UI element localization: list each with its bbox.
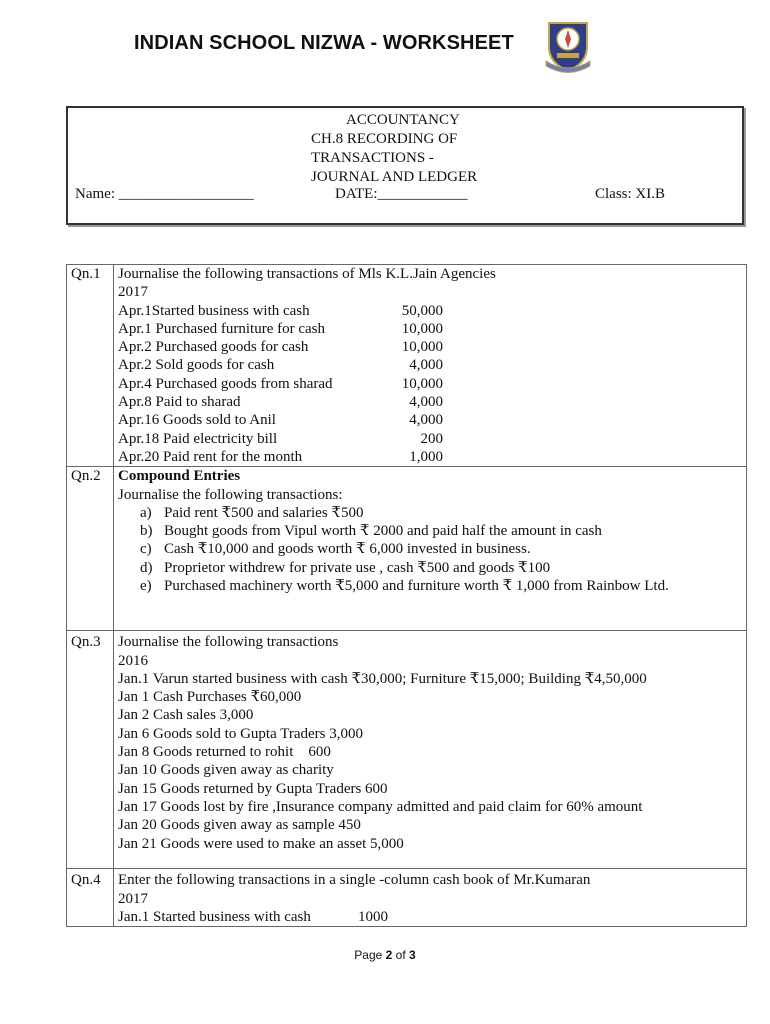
class-label: Class: XI.B <box>595 186 666 202</box>
subject-title: ACCOUNTANCY <box>346 112 460 128</box>
question-number: Qn.1 <box>67 265 114 467</box>
date-field: DATE:____________ <box>335 186 468 202</box>
transaction-amount: 4,000 <box>409 394 443 411</box>
question-row-2 <box>67 467 747 631</box>
question-heading: Compound Entries <box>118 468 241 485</box>
question-year: 2017 <box>118 890 148 907</box>
question-number: Qn.2 <box>67 467 114 631</box>
transaction-text: Apr.1Started business with cash <box>118 302 310 319</box>
list-item-text: Purchased machinery worth ₹5,000 and furniture worth ₹ 1,000 from Rainbow Ltd. <box>164 578 669 595</box>
transaction-line <box>118 375 746 393</box>
list-item <box>118 559 746 577</box>
transaction-amount: 10,000 <box>401 320 443 337</box>
transaction-text: Apr.8 Paid to sharad <box>118 394 241 411</box>
list-item <box>118 540 746 558</box>
question-intro: Journalise the following transactions: <box>118 486 343 503</box>
list-marker: d) <box>140 559 153 576</box>
question-row-4 <box>67 869 747 927</box>
question-number: Qn.4 <box>67 869 114 927</box>
transaction-line: Jan 10 Goods given away as charity <box>118 762 334 779</box>
page-total: 3 <box>409 948 416 962</box>
transaction-line: Jan 20 Goods given away as sample 450 <box>118 817 361 834</box>
list-marker: b) <box>140 523 153 540</box>
list-item <box>118 504 746 522</box>
school-title: INDIAN SCHOOL NIZWA - WORKSHEET <box>134 32 514 54</box>
page-footer <box>0 948 770 962</box>
list-marker: c) <box>140 541 152 558</box>
transaction-line <box>118 320 746 338</box>
chapter-title-line3: JOURNAL AND LEDGER <box>311 169 478 185</box>
transaction-line: Jan 8 Goods returned to rohit 600 <box>118 744 331 761</box>
list-marker: a) <box>140 504 152 521</box>
transaction-line <box>118 302 746 320</box>
question-intro: Journalise the following transactions of Mls K.L.Jain Agencies <box>118 266 496 282</box>
transaction-line <box>118 393 746 411</box>
transaction-amount: 10,000 <box>401 339 443 356</box>
transaction-text: Apr.2 Sold goods for cash <box>118 357 275 374</box>
question-number: Qn.3 <box>67 631 114 869</box>
list-item-text: Cash ₹10,000 and goods worth ₹ 6,000 invested in business. <box>164 541 531 558</box>
transaction-text: Apr.2 Purchased goods for cash <box>118 339 309 356</box>
question-intro: Journalise the following transactions <box>118 634 339 651</box>
worksheet-info-box <box>66 106 744 225</box>
transaction-line: Jan 1 Cash Purchases ₹60,000 <box>118 689 302 706</box>
page-of-label: of <box>395 948 406 962</box>
transaction-amount: 200 <box>420 430 443 447</box>
transaction-line <box>118 338 746 356</box>
transaction-amount: 4,000 <box>409 412 443 429</box>
transaction-amount: 1,000 <box>409 448 443 465</box>
transaction-amount: 4,000 <box>409 357 443 374</box>
list-item-text: Bought goods from Vipul worth ₹ 2000 and paid half the amount in cash <box>164 523 602 540</box>
question-year: 2017 <box>118 284 148 301</box>
questions-table <box>66 264 747 927</box>
transaction-amount: 10,000 <box>401 375 443 392</box>
transaction-line <box>118 356 746 374</box>
school-crest-icon <box>543 17 593 73</box>
question-year: 2016 <box>118 652 148 669</box>
question-row-3 <box>67 631 747 869</box>
list-item-text: Paid rent ₹500 and salaries ₹500 <box>164 504 364 521</box>
question-body <box>114 631 747 869</box>
transaction-line: Jan 6 Goods sold to Gupta Traders 3,000 <box>118 725 364 742</box>
transaction-amount: 1000 <box>358 908 388 925</box>
list-marker: e) <box>140 578 152 595</box>
transaction-line: Jan 17 Goods lost by fire ,Insurance company admitted and paid claim for 60% amount <box>118 798 643 815</box>
transaction-text: Jan.1 Started business with cash <box>118 908 311 925</box>
page-number: 2 <box>385 948 393 962</box>
list-item <box>118 522 746 540</box>
transaction-line: Jan 21 Goods were used to make an asset 5,000 <box>118 835 404 852</box>
question-intro: Enter the following transactions in a single -column cash book of Mr.Kumaran <box>118 872 591 889</box>
list-item <box>118 577 746 595</box>
page-label: Page <box>354 948 383 962</box>
question-row-1 <box>67 265 747 467</box>
question-body <box>114 869 747 927</box>
transaction-line <box>118 908 746 926</box>
transaction-line: Jan 15 Goods returned by Gupta Traders 600 <box>118 780 388 797</box>
list-item-text: Proprietor withdrew for private use , cash ₹500 and goods ₹100 <box>164 559 551 576</box>
transaction-text: Apr.1 Purchased furniture for cash <box>118 320 326 337</box>
transaction-amount: 50,000 <box>401 302 443 319</box>
chapter-title-line2: TRANSACTIONS - <box>311 150 434 166</box>
transaction-text: Apr.18 Paid electricity bill <box>118 430 278 447</box>
transaction-line: Jan 2 Cash sales 3,000 <box>118 707 254 724</box>
transaction-text: Apr.16 Goods sold to Anil <box>118 412 276 429</box>
transaction-line: Jan.1 Varun started business with cash ₹30,000; Furniture ₹15,000; Building ₹4,50,000 <box>118 670 647 687</box>
transaction-line <box>118 448 746 466</box>
question-body <box>114 467 747 631</box>
question-body <box>114 265 747 467</box>
transaction-text: Apr.20 Paid rent for the month <box>118 448 303 465</box>
transaction-text: Apr.4 Purchased goods from sharad <box>118 375 333 392</box>
chapter-title-line1: CH.8 RECORDING OF <box>311 131 458 147</box>
name-field: Name: __________________ <box>75 186 254 202</box>
transaction-line <box>118 430 746 448</box>
transaction-line <box>118 411 746 429</box>
